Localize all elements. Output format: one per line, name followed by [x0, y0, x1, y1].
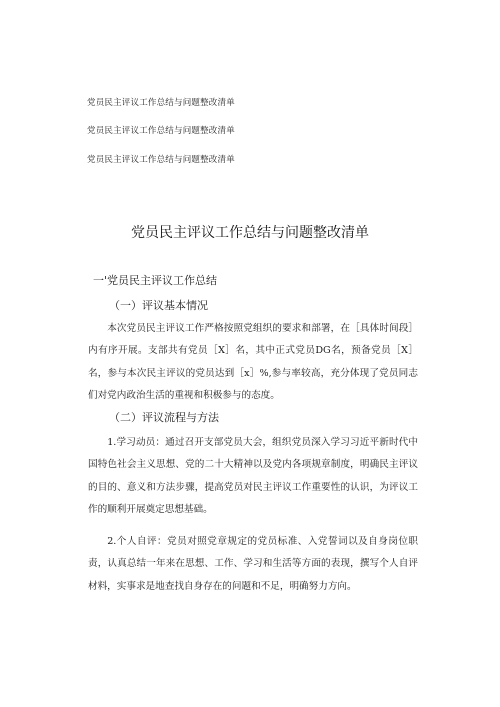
document-title: 党员民主评议工作总结与问题整改清单	[131, 225, 369, 241]
section-heading: 一'党员民主评议工作总结	[93, 274, 218, 287]
header-line-1: 党员民主评议工作总结与问题整改清单	[87, 98, 235, 108]
subsection-heading-basic-info: （一）评议基本情况	[109, 299, 208, 312]
paragraph-study-mobilization: 1.学习动员：通过召开支部党员大会，组织党员深入学习习近平新时代中国特色社会主义思想、党的二十大精神以及党内各项规章制度，明确民主评议的目的、意义和方法步骤，提高党员对民主评议工作重要性的认识，为评议工作的顺利开展奠定思想基础。	[88, 437, 418, 516]
header-line-3: 党员民主评议工作总结与问题整改清单	[87, 155, 235, 165]
subsection-heading-process: （二）评议流程与方法	[109, 411, 219, 424]
header-line-2: 党员民主评议工作总结与问题整改清单	[87, 126, 235, 136]
paragraph-self-evaluation: 2.个人自评：党员对照党章规定的党员标准、入党誓词以及自身岗位职责，认真总结一年来在思想、工作、学习和生活等方面的表现，撰写个人自评材料，实事求是地查找自身存在的问题和不足，明确努力方向。	[88, 536, 418, 592]
paragraph-basic-info: 本次党员民主评议工作严格按照党组织的要求和部署，在［具体时间段］内有序开展。支部共有党员［X］名，其中正式党员DG名，预备党员［X］名，参与本次民主评议的党员达到［x］%,参与率较高，充分体现了党员同志们对党内政治生活的重视和积极参与的态度。	[88, 323, 418, 402]
